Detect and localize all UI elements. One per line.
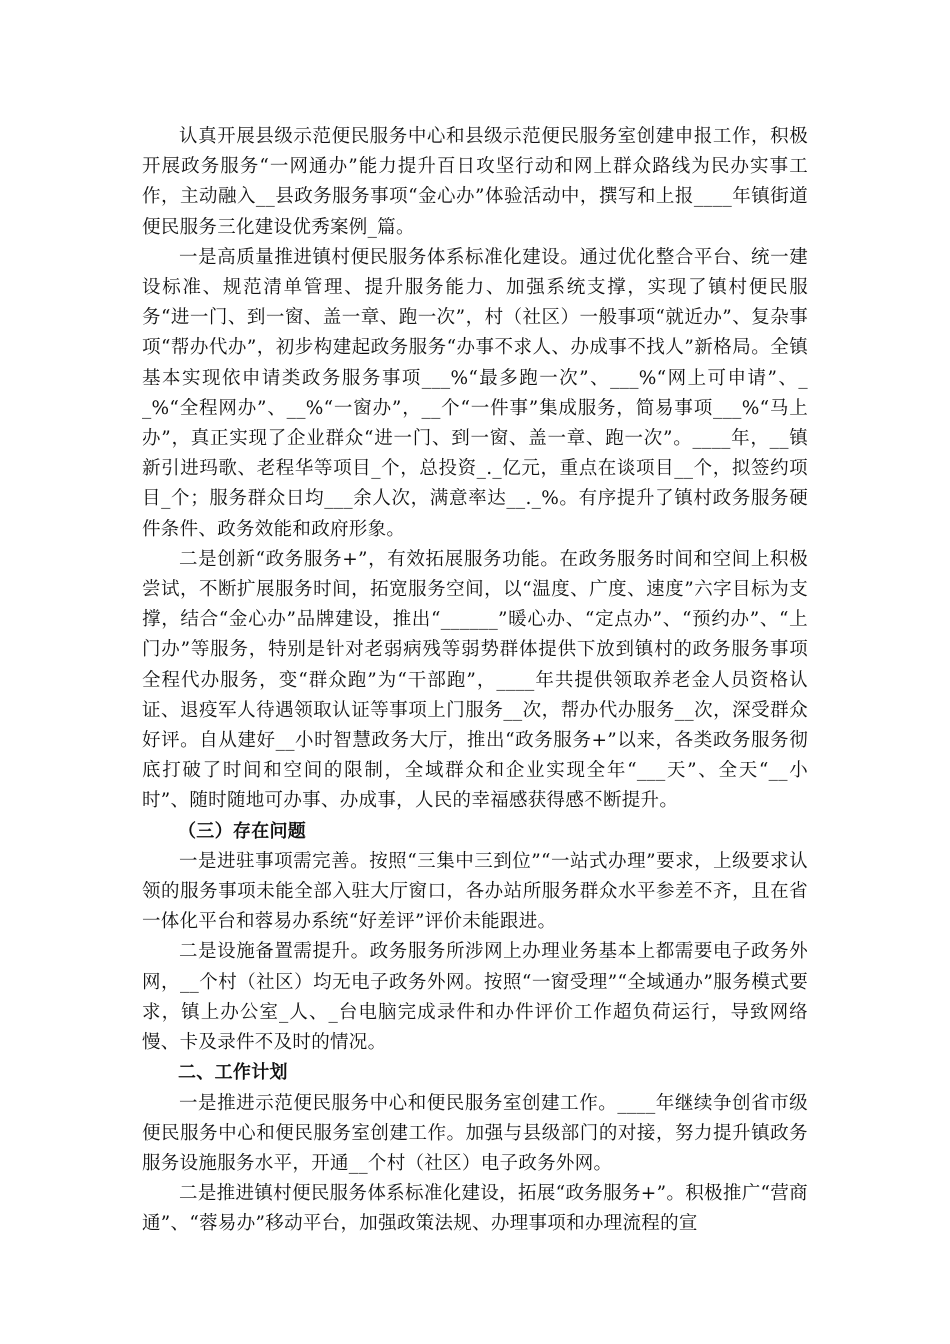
paragraph-problem-items: 一是进驻事项需完善。按照“三集中三到位”“一站式办理”要求，上级要求认领的服务事项未能全部入驻大厅窗口，各办站所服务群众水平参差不齐，且在省一体化平台和蓉易办系统“好差评”评价未能跟进。 (142, 850, 808, 933)
paragraph-service-innovation: 二是创新“政务服务+”，有效拓展服务功能。在政务服务时间和空间上积极尝试，不断扩展服务时间，拓宽服务空间，以“温度、广度、速度”六字目标为支撑，结合“金心办”品牌建设，推出“______”暖心办、“定点办”、“预约办”、“上门办”等服务，特别是针对老弱病残等弱势群体提供下放到镇村的政务服务事项全程代办服务，变“群众跑”为“干部跑”，____年共提供领取养老金人员资格认证、退疫军人待遇领取认证等事项上门服务__次，帮办代办服务__次，深受群众好评。自从建好__小时智慧政务大厅，推出“政务服务+”以来，各类政务服务彻底打破了时间和空间的限制，全域群众和企业实现全年“___天”、全天“__小时”、随时随地可办事、办成事，人民的幸福感获得感不断提升。 (142, 548, 808, 812)
paragraph-demonstration-center: 认真开展县级示范便民服务中心和县级示范便民服务室创建申报工作，积极开展政务服务“一网通办”能力提升百日攻坚行动和网上群众路线为民办实事工作，主动融入__县政务服务事项“金心办”体验活动中，撰写和上报____年镇街道便民服务三化建设优秀案例_篇。 (142, 126, 808, 238)
document-page (142, 122, 808, 1240)
section-heading-work-plan: 二、工作计划 (178, 1062, 288, 1084)
section-heading-problems: （三）存在问题 (178, 820, 307, 842)
paragraph-standardization: 一是高质量推进镇村便民服务体系标准化建设。通过优化整合平台、统一建设标准、规范清单管理、提升服务能力、加强系统支撑，实现了镇村便民服务“进一门、到一窗、盖一章、跑一次”，村（社区）一般事项“就近办”、复杂事项“帮办代办”，初步构建起政务服务“办事不求人、办成事不找人”新格局。全镇基本实现依申请类政务服务事项___%“最多跑一次”、___%“网上可申请”、__%“全程网办”、__%“一窗办”，__个“一件事”集成服务，简易事项___%“马上办”，真正实现了企业群众“进一门、到一窗、盖一章、跑一次”。____年，__镇新引进玛歌、老程华等项目_个，总投资_._亿元，重点在谈项目__个，拟签约项目_个；服务群众日均___余人次，满意率达__._%。有序提升了镇村政务服务硬件条件、政务效能和政府形象。 (142, 246, 808, 540)
paragraph-plan-demonstration: 一是推进示范便民服务中心和便民服务室创建工作。____年继续争创省市级便民服务中心和便民服务室创建工作。加强与县级部门的对接，努力提升镇政务服务设施服务水平，开通__个村（社区）电子政务外网。 (142, 1092, 808, 1174)
paragraph-problem-facilities: 二是设施备置需提升。政务服务所涉网上办理业务基本上都需要电子政务外网，__个村（社区）均无电子政务外网。按照“一窗受理”“全域通办”服务模式要求，镇上办公室_人、_台电脑完成录件和办件评价工作超负荷运行，导致网络慢、卡及录件不及时的情况。 (142, 941, 808, 1054)
paragraph-plan-standardization: 二是推进镇村便民服务体系标准化建设，拓展“政务服务+”。积极推广“营商通”、“蓉易办”移动平台，加强政策法规、办理事项和办理流程的宣 (142, 1183, 808, 1235)
